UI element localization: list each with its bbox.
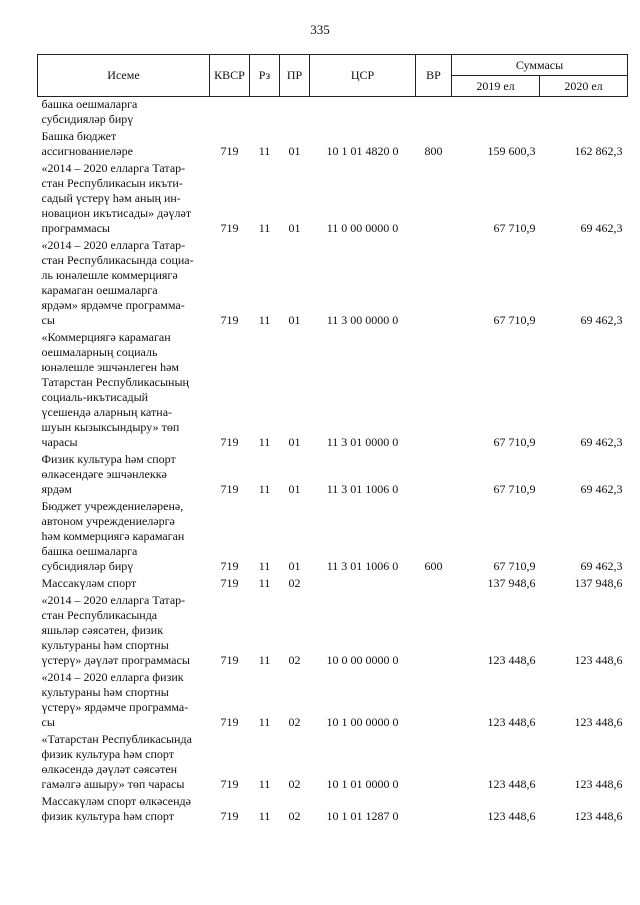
- row-name-line: «2014 – 2020 елларга Татар-: [41, 593, 186, 607]
- row-name-line: «2014 – 2020 елларга физик: [41, 670, 184, 684]
- row-name: [38, 670, 210, 732]
- row-name: [38, 452, 210, 499]
- row-sum-2020: 69 462,3: [580, 313, 623, 327]
- row-name-line: һәм коммерциягә карамаган: [41, 529, 185, 543]
- table-row: [38, 97, 628, 130]
- row-name-line: юнәлешле эшчәнлеген һәм: [41, 360, 180, 374]
- row-kvsr: 719: [220, 313, 239, 327]
- row-sum-2020: 69 462,3: [580, 559, 623, 573]
- row-name-line: Массакүләм спорт: [41, 576, 137, 590]
- row-rz: 11: [258, 482, 271, 496]
- page-number: 335: [310, 22, 330, 37]
- row-rz: 11: [258, 313, 271, 327]
- row-csr: 11 3 01 1006 0: [326, 559, 399, 573]
- row-kvsr: 719: [220, 715, 239, 729]
- row-kvsr: 719: [220, 482, 239, 496]
- row-name-line: үстерү» ярдәмче программа-: [41, 700, 189, 714]
- row-name-line: культураны һәм спортны: [41, 638, 169, 652]
- row-name-line: үстерү» дәүләт программасы: [41, 653, 190, 667]
- row-name: [38, 238, 210, 330]
- row-name-line: ярдәм: [41, 482, 72, 496]
- row-sum-2020: 123 448,6: [574, 809, 623, 823]
- row-rz: 11: [258, 221, 271, 235]
- row-name-line: Бюджет учреждениеләренә,: [41, 499, 184, 513]
- table-row: [38, 452, 628, 499]
- row-name-line: стан Республикасында социа-: [41, 253, 194, 267]
- header-kvsr: КВСР: [210, 55, 250, 97]
- row-kvsr: 719: [220, 221, 239, 235]
- row-vr: [416, 670, 452, 732]
- row-name-line: шуын кызыксындыру» төп: [41, 420, 180, 434]
- row-name: [38, 499, 210, 576]
- row-sum-2019: 123 448,6: [487, 809, 536, 823]
- row-name-line: «2014 – 2020 елларга Татар-: [41, 238, 186, 252]
- row-pr: 02: [288, 777, 301, 791]
- row-csr: 11 0 00 0000 0: [326, 221, 399, 235]
- row-name: [38, 129, 210, 161]
- row-vr: [416, 452, 452, 499]
- table-row: [38, 670, 628, 732]
- row-name-line: яшьләр сәясәтен, физик: [41, 623, 164, 637]
- row-csr: 11 3 01 0000 0: [326, 435, 399, 449]
- row-name-line: «Коммерциягә карамаган: [41, 330, 171, 344]
- row-name-line: гамәлгә ашыру» төп чарасы: [41, 777, 185, 791]
- row-name-line: сы: [41, 715, 55, 729]
- row-vr: [416, 330, 452, 452]
- row-kvsr: 719: [220, 144, 239, 158]
- row-vr: [416, 238, 452, 330]
- table-row: [38, 576, 628, 593]
- row-csr: 11 3 00 0000 0: [326, 313, 399, 327]
- row-name: [38, 794, 210, 826]
- row-sum-2020: 137 948,6: [574, 576, 623, 590]
- row-sum-2020: 69 462,3: [580, 221, 623, 235]
- row-pr: 02: [288, 653, 301, 667]
- row-csr: 10 1 01 0000 0: [326, 777, 399, 791]
- row-name-line: автоном учреждениеләргә: [41, 514, 175, 528]
- row-name: [38, 161, 210, 238]
- row-rz: 11: [258, 653, 271, 667]
- row-vr: [416, 576, 452, 593]
- row-name-line: башка оешмаларга: [41, 544, 138, 558]
- row-pr: 02: [288, 809, 301, 823]
- row-vr: [416, 97, 452, 130]
- row-name: [38, 576, 210, 593]
- row-name-line: Башка бюджет: [41, 129, 117, 143]
- budget-table: [37, 54, 628, 826]
- row-pr: 01: [288, 221, 301, 235]
- table-row: [38, 238, 628, 330]
- row-rz: [250, 97, 280, 130]
- row-sum-2019: 67 710,9: [493, 435, 536, 449]
- row-rz: 11: [258, 559, 271, 573]
- row-name-line: чарасы: [41, 435, 78, 449]
- row-csr: 10 1 00 0000 0: [326, 715, 399, 729]
- row-name-line: ярдәм» ярдәмче программа-: [41, 298, 185, 312]
- header-rz: Рз: [250, 55, 280, 97]
- row-vr: [416, 161, 452, 238]
- row-pr: 01: [288, 482, 301, 496]
- row-sum-2019: 67 710,9: [493, 482, 536, 496]
- row-name-line: стан Республикасын икъти-: [41, 176, 183, 190]
- row-name-line: стан Республикасында: [41, 608, 158, 622]
- table-row: [38, 499, 628, 576]
- table-row: [38, 129, 628, 161]
- row-sum-2020: 69 462,3: [580, 435, 623, 449]
- row-kvsr: 719: [220, 809, 239, 823]
- row-name-line: карамаган оешмаларга: [41, 283, 158, 297]
- row-name-line: субсидияләр бирү: [41, 559, 134, 573]
- row-kvsr: 719: [220, 435, 239, 449]
- row-name-line: Массакүләм спорт өлкәсендә: [41, 794, 191, 808]
- table-body: [38, 97, 628, 827]
- row-sum-2019: 67 710,9: [493, 313, 536, 327]
- row-pr: 02: [288, 576, 301, 590]
- row-csr: 11 3 01 1006 0: [326, 482, 399, 496]
- header-csr: ЦСР: [310, 55, 416, 97]
- row-pr: 01: [288, 435, 301, 449]
- row-name-line: сы: [41, 313, 55, 327]
- header-year-2020: 2020 ел: [540, 76, 628, 97]
- row-name: [38, 732, 210, 794]
- row-name-line: физик культура һәм спорт: [41, 747, 174, 761]
- table-row: [38, 593, 628, 670]
- row-rz: 11: [258, 777, 271, 791]
- row-sum-2019: 67 710,9: [493, 559, 536, 573]
- row-name-line: үсешендә аларның катна-: [41, 405, 173, 419]
- row-kvsr: 719: [220, 653, 239, 667]
- row-kvsr: 719: [220, 777, 239, 791]
- row-csr: [310, 576, 416, 593]
- row-name-line: садый үстерү һәм аның ин-: [41, 191, 181, 205]
- row-name-line: новацион икътисады» дәүләт: [41, 206, 192, 220]
- row-name-line: социаль-икътисадый: [41, 390, 149, 404]
- row-vr: 800: [424, 144, 443, 158]
- header-year-2019: 2019 ел: [452, 76, 540, 97]
- row-sum-2019: 123 448,6: [487, 653, 536, 667]
- row-vr: 600: [424, 559, 443, 573]
- row-sum-2019: 159 600,3: [487, 144, 536, 158]
- row-name-line: башка оешмаларга: [41, 97, 138, 111]
- row-rz: 11: [258, 144, 271, 158]
- row-name-line: «Татарстан Республикасында: [41, 732, 192, 746]
- row-kvsr: [210, 97, 250, 130]
- row-pr: 01: [288, 313, 301, 327]
- row-sum-2019: [452, 97, 540, 130]
- row-sum-2020: 69 462,3: [580, 482, 623, 496]
- row-sum-2019: 123 448,6: [487, 777, 536, 791]
- row-name-line: ассигнованиеләре: [41, 144, 133, 158]
- row-sum-2020: 123 448,6: [574, 715, 623, 729]
- row-vr: [416, 593, 452, 670]
- row-rz: 11: [258, 576, 271, 590]
- row-name: [38, 330, 210, 452]
- row-name-line: «2014 – 2020 елларга Татар-: [41, 161, 186, 175]
- row-name: [38, 593, 210, 670]
- header-sums: Суммасы: [452, 55, 628, 76]
- row-sum-2019: 67 710,9: [493, 221, 536, 235]
- table-row: [38, 794, 628, 826]
- row-name-line: физик культура һәм спорт: [41, 809, 174, 823]
- header-pr: ПР: [280, 55, 310, 97]
- row-rz: 11: [258, 715, 271, 729]
- row-name-line: субсидияләр бирү: [41, 112, 134, 126]
- row-vr: [416, 794, 452, 826]
- row-sum-2020: 162 862,3: [574, 144, 623, 158]
- row-name-line: өлкәсендәге эшчәнлеккә: [41, 467, 167, 481]
- row-name: [38, 97, 210, 130]
- row-name-line: оешмаларның социаль: [41, 345, 158, 359]
- row-csr: 10 1 01 1287 0: [326, 809, 399, 823]
- row-name-line: культураны һәм спортны: [41, 685, 169, 699]
- row-pr: 02: [288, 715, 301, 729]
- row-rz: 11: [258, 435, 271, 449]
- row-sum-2019: 123 448,6: [487, 715, 536, 729]
- row-kvsr: 719: [220, 559, 239, 573]
- row-sum-2020: 123 448,6: [574, 653, 623, 667]
- header-name: Исеме: [38, 55, 210, 97]
- row-sum-2020: 123 448,6: [574, 777, 623, 791]
- row-sum-2020: [540, 97, 628, 130]
- row-name-line: ль юнәлешле коммерциягә: [41, 268, 178, 282]
- row-sum-2019: 137 948,6: [487, 576, 536, 590]
- row-name-line: Татарстан Республикасының: [41, 375, 189, 389]
- table-row: [38, 330, 628, 452]
- row-name-line: Физик культура һәм спорт: [41, 452, 176, 466]
- row-pr: [280, 97, 310, 130]
- row-rz: 11: [258, 809, 271, 823]
- row-pr: 01: [288, 559, 301, 573]
- row-name-line: өлкәсендә дәүләт сәясәтен: [41, 762, 178, 776]
- table-header: [38, 55, 628, 97]
- row-csr: [310, 97, 416, 130]
- table-row: [38, 732, 628, 794]
- row-csr: 10 1 01 4820 0: [326, 144, 399, 158]
- row-pr: 01: [288, 144, 301, 158]
- header-vr: ВР: [416, 55, 452, 97]
- table-row: [38, 161, 628, 238]
- row-name-line: программасы: [41, 221, 110, 235]
- row-kvsr: 719: [220, 576, 239, 590]
- row-csr: 10 0 00 0000 0: [326, 653, 399, 667]
- row-vr: [416, 732, 452, 794]
